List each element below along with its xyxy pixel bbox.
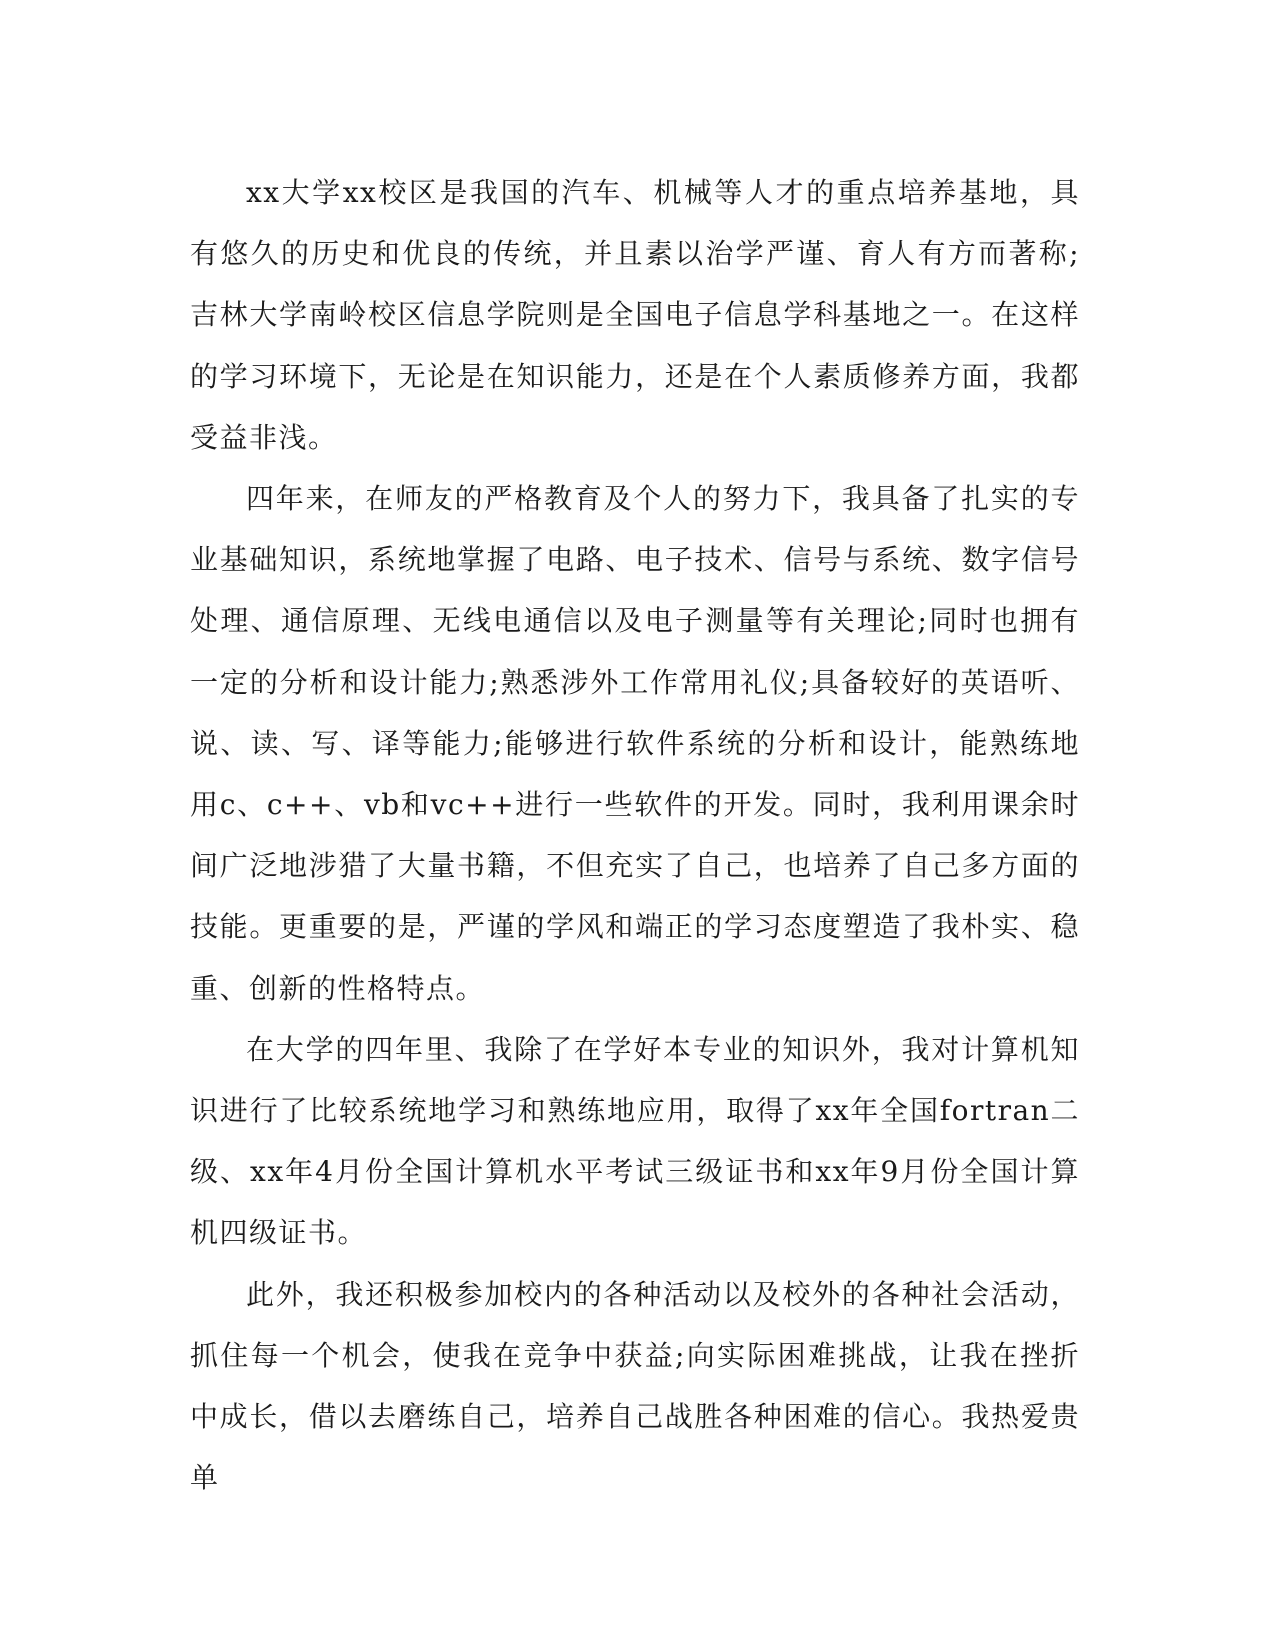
paragraph-4: 此外，我还积极参加校内的各种活动以及校外的各种社会活动，抓住每一个机会，使我在竞争中获益;向实际困难挑战，让我在挫折中成长，借以去磨练自己，培养自己战胜各种困难的信心。我热爱贵单 (190, 1277, 1080, 1495)
document-body (190, 162, 1080, 1508)
paragraph-2: 四年来，在师友的严格教育及个人的努力下，我具备了扎实的专业基础知识，系统地掌握了电路、电子技术、信号与系统、数字信号处理、通信原理、无线电通信以及电子测量等有关理论;同时也拥有一定的分析和设计能力;熟悉涉外工作常用礼仪;具备较好的英语听、说、读、写、译等能力;能够进行软件系统的分析和设计，能熟练地用c、c++、vb和vc++进行一些软件的开发。同时，我利用课余时间广泛地涉猎了大量书籍，不但充实了自己，也培养了自己多方面的技能。更重要的是，严谨的学风和端正的学习态度塑造了我朴实、稳重、创新的性格特点。 (190, 482, 1080, 1005)
paragraph-1: xx大学xx校区是我国的汽车、机械等人才的重点培养基地，具有悠久的历史和优良的传统，并且素以治学严谨、育人有方而著称;吉林大学南岭校区信息学院则是全国电子信息学科基地之一。在这样的学习环境下，无论是在知识能力，还是在个人素质修养方面，我都受益非浅。 (190, 176, 1080, 454)
paragraph-3: 在大学的四年里、我除了在学好本专业的知识外，我对计算机知识进行了比较系统地学习和熟练地应用，取得了xx年全国fortran二级、xx年4月份全国计算机水平考试三级证书和xx年9月份全国计算机四级证书。 (190, 1032, 1080, 1250)
